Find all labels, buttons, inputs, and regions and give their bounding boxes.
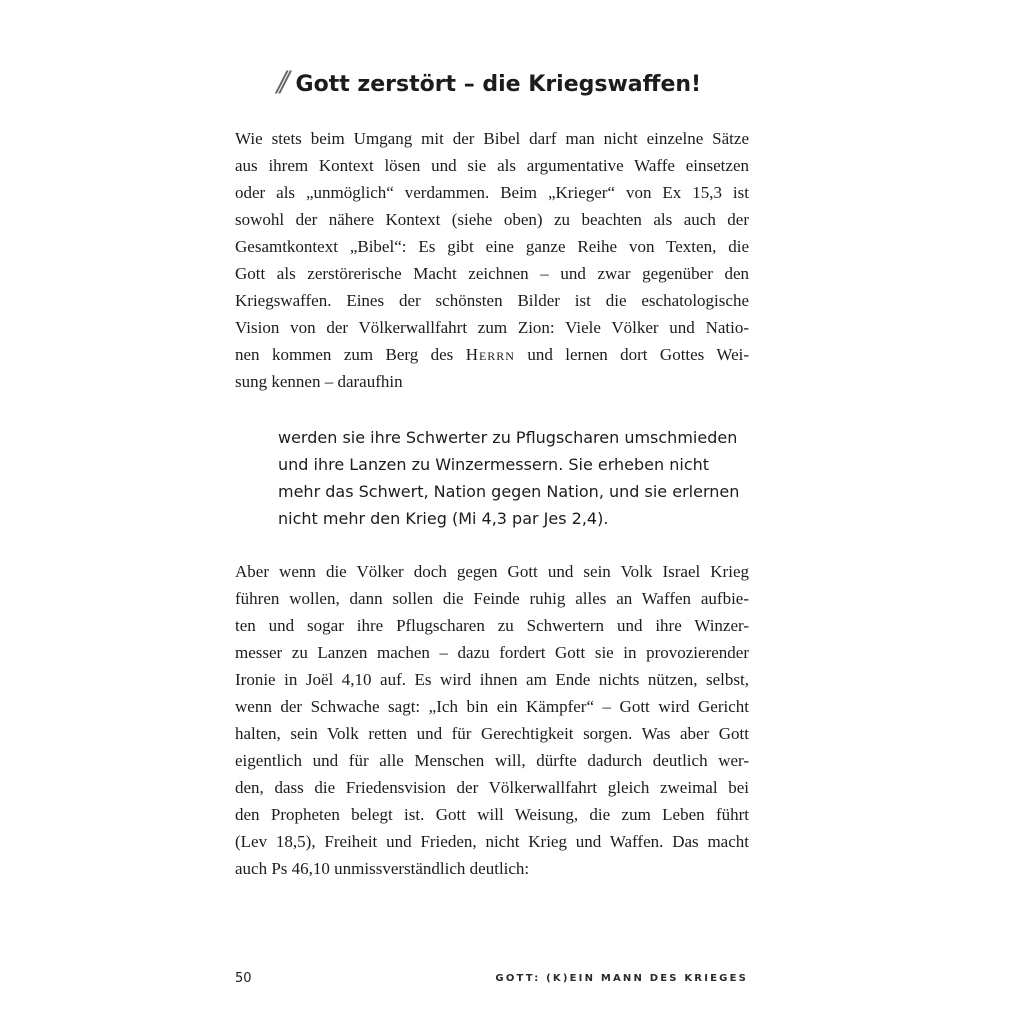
text-line: (Lev 18,5), Freiheit und Frieden, nicht Krieg und Waffen. Das macht xyxy=(235,832,749,851)
paragraph-2 xyxy=(235,558,749,882)
text-line: den Propheten belegt ist. Gott will Weisung, die zum Leben führt xyxy=(235,805,749,824)
running-title: GOTT: (K)EIN MANN DES KRIEGES xyxy=(495,973,748,984)
text-line: Vision von der Völkerwallfahrt zum Zion: Viele Völker und Natio- xyxy=(235,318,749,337)
text-line: führen wollen, dann sollen die Feinde ruhig alles an Waffen aufbie- xyxy=(235,589,749,608)
text-line: eigentlich und für alle Menschen will, dürfte dadurch deutlich wer- xyxy=(235,751,749,770)
text-line: sung kennen – daraufhin xyxy=(235,372,403,391)
text-line-with-smallcaps xyxy=(235,341,749,368)
text-line: oder als „unmöglich“ verdammen. Beim „Krieger“ von Ex 15,3 ist xyxy=(235,183,749,202)
text-segment: nen kommen zum Berg des xyxy=(235,345,454,364)
text-line: Aber wenn die Völker doch gegen Gott und sein Volk Israel Krieg xyxy=(235,562,749,581)
text-line: Gott als zerstörerische Macht zeichnen – und zwar gegenüber den xyxy=(235,264,749,283)
text-line: den, dass die Friedensvision der Völkerwallfahrt gleich zweimal bei xyxy=(235,778,749,797)
text-line: wenn der Schwache sagt: „Ich bin ein Kämpfer“ – Gott wird Gericht xyxy=(235,697,749,716)
quote-line: werden sie ihre Schwerter zu Pflugscharen umschmieden xyxy=(278,428,738,447)
text-line: Wie stets beim Umgang mit der Bibel darf man nicht einzelne Sätze xyxy=(235,129,749,148)
text-line: Gesamtkontext „Bibel“: Es gibt eine ganze Reihe von Texten, die xyxy=(235,237,749,256)
text-line: ten und sogar ihre Pflugscharen zu Schwertern und ihre Winzer- xyxy=(235,616,749,635)
quote-line: mehr das Schwert, Nation gegen Nation, und sie erlernen xyxy=(278,482,740,501)
text-line: aus ihrem Kontext lösen und sie als argumentative Waffe einsetzen xyxy=(235,156,749,175)
text-line: sowohl der nähere Kontext (siehe oben) zu beachten als auch der xyxy=(235,210,749,229)
text-segment: und lernen dort Gottes Wei- xyxy=(527,345,750,364)
paragraph-1 xyxy=(235,125,749,395)
quote-line: nicht mehr den Krieg (Mi 4,3 par Jes 2,4). xyxy=(278,509,609,528)
block-quote xyxy=(278,424,746,532)
text-line: auch Ps 46,10 unmissverständlich deutlich: xyxy=(235,859,530,878)
heading-title: Gott zerstört – die Kriegswaffen! xyxy=(295,72,702,97)
text-line: messer zu Lanzen machen – dazu fordert Gott sie in provozierender xyxy=(235,643,749,662)
quote-line: und ihre Lanzen zu Winzermessern. Sie erheben nicht xyxy=(278,455,710,474)
section-heading xyxy=(277,64,701,103)
smallcaps-lord: Herrn xyxy=(465,345,515,364)
text-line: Ironie in Joël 4,10 auf. Es wird ihnen am Ende nichts nützen, selbst, xyxy=(235,670,749,689)
heading-slashes: // xyxy=(277,65,284,98)
page-number: 50 xyxy=(235,971,252,986)
text-line: Kriegswaffen. Eines der schönsten Bilder ist die eschatologische xyxy=(235,291,749,310)
text-line: halten, sein Volk retten und für Gerechtigkeit sorgen. Was aber Gott xyxy=(235,724,749,743)
